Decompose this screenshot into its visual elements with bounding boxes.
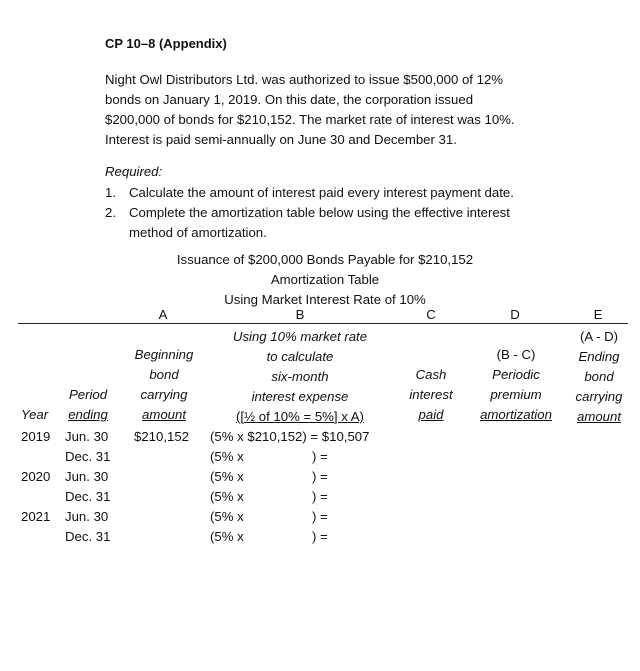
table-caption-line: Issuance of $200,000 Bonds Payable for $210,152	[176, 252, 474, 267]
header-line: Ending	[578, 349, 620, 364]
header-rule	[18, 323, 628, 324]
col-letter-e: E	[593, 307, 603, 322]
row-period: Dec. 31	[65, 489, 111, 504]
header-line: to calculate	[266, 349, 334, 364]
header-line: paid	[418, 407, 444, 422]
header-line: premium	[490, 387, 542, 402]
problem-paragraph	[105, 70, 585, 150]
header-b	[200, 327, 400, 427]
required-label: Required:	[105, 164, 163, 179]
header-line: bond	[584, 369, 614, 384]
required-item-text: method of amortization.	[129, 225, 267, 240]
header-line: six-month	[271, 369, 329, 384]
row-interest-equals: ) =	[312, 449, 328, 464]
row-period: Dec. 31	[65, 529, 111, 544]
problem-title: CP 10–8 (Appendix)	[105, 36, 227, 51]
row-beginning-amount: $210,152	[134, 429, 190, 444]
header-line: bond	[149, 367, 179, 382]
row-interest-expense: (5% x	[210, 449, 244, 464]
row-interest-expense: (5% x	[210, 469, 244, 484]
table-caption-line: Using Market Interest Rate of 10%	[224, 292, 426, 307]
required-item-text: Complete the amortization table below using the effective interest	[129, 205, 510, 220]
col-letter-a: A	[158, 307, 168, 322]
header-line: (A - D)	[579, 329, 619, 344]
paragraph-line: bonds on January 1, 2019. On this date, the corporation issued	[105, 92, 474, 107]
required-item-number: 1.	[105, 185, 116, 200]
row-period: Jun. 30	[65, 509, 109, 524]
row-interest-equals: ) =	[312, 529, 328, 544]
header-line: ending	[68, 407, 108, 422]
row-year: 2019	[21, 429, 51, 444]
row-period: Jun. 30	[65, 429, 109, 444]
header-line: Using 10% market rate	[232, 329, 368, 344]
header-line: Beginning	[134, 347, 194, 362]
header-period	[58, 385, 118, 425]
header-line: interest	[409, 387, 453, 402]
row-interest-equals: ) =	[312, 469, 328, 484]
header-a	[118, 345, 210, 425]
col-letter-b: B	[295, 307, 305, 322]
row-interest-expense: (5% x	[210, 509, 244, 524]
header-line: interest expense	[251, 389, 349, 404]
header-line: Periodic	[492, 367, 540, 382]
col-letter-c: C	[426, 307, 436, 322]
paragraph-line: Interest is paid semi-annually on June 30 and December 31.	[105, 132, 457, 147]
paragraph-line: $200,000 of bonds for $210,152. The market rate of interest was 10%.	[105, 112, 515, 127]
paragraph-line: Night Owl Distributors Ltd. was authorized to issue $500,000 of 12%	[105, 72, 504, 87]
header-line: amount	[577, 409, 621, 424]
header-line: amount	[142, 407, 186, 422]
col-letter-d: D	[510, 307, 520, 322]
required-item-text: Calculate the amount of interest paid every interest payment date.	[129, 185, 514, 200]
table-caption-line: Amortization Table	[270, 272, 380, 287]
header-line: Period	[68, 387, 108, 402]
row-interest-expense: (5% x $210,152) = $10,507	[210, 429, 370, 444]
header-line: carrying	[575, 389, 623, 404]
header-line: (B - C)	[496, 347, 536, 362]
header-line: ([½ of 10% = 5%] x A)	[236, 409, 364, 424]
row-interest-equals: ) =	[312, 509, 328, 524]
row-year: 2020	[21, 469, 51, 484]
header-d	[466, 345, 566, 425]
row-interest-expense: (5% x	[210, 529, 244, 544]
required-item-number: 2.	[105, 205, 116, 220]
row-interest-equals: ) =	[312, 489, 328, 504]
header-line: Cash	[415, 367, 447, 382]
row-year: 2021	[21, 509, 51, 524]
row-interest-expense: (5% x	[210, 489, 244, 504]
header-line: carrying	[140, 387, 188, 402]
row-period: Jun. 30	[65, 469, 109, 484]
header-e	[566, 327, 632, 427]
row-period: Dec. 31	[65, 449, 111, 464]
header-c	[396, 365, 466, 425]
header-line: amortization	[480, 407, 552, 422]
header-year: Year	[21, 407, 49, 422]
table-caption	[120, 250, 530, 310]
